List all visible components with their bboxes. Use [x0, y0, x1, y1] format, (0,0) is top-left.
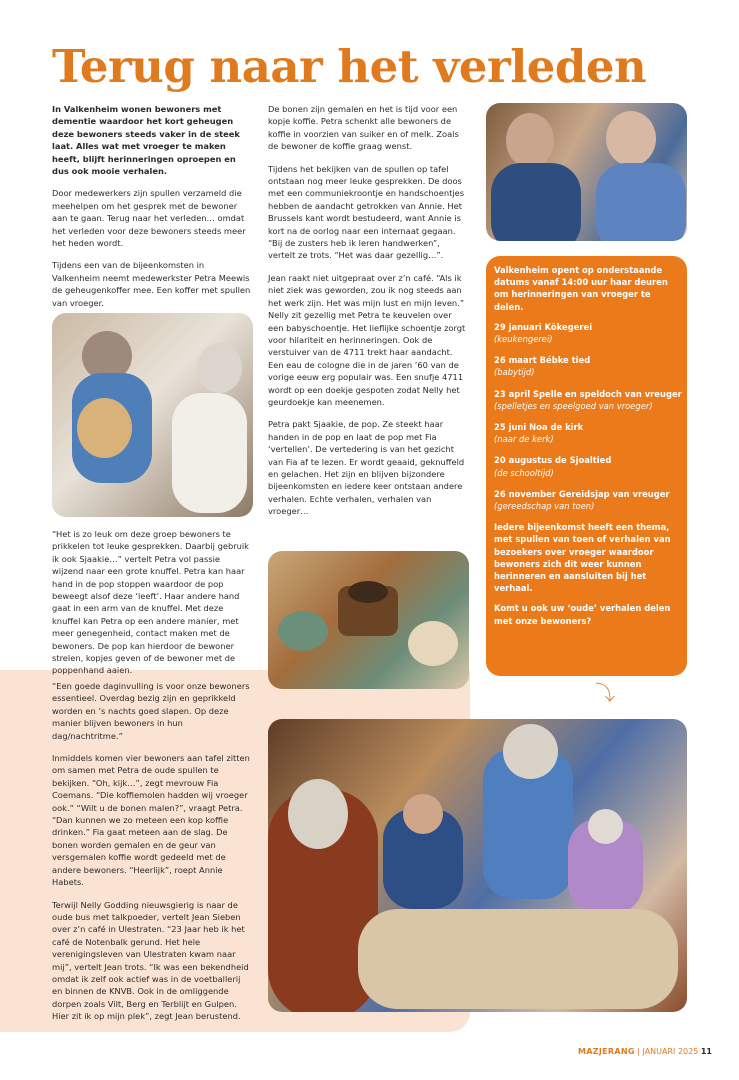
event-date: 29 januari Kökegerei	[494, 321, 593, 332]
paragraph: “Het is zo leuk om deze groep bewoners te prikkelen tot leuke gesprekken. Daarbij gebruik ik ook Sjaakie…” vertelt Petra vol passie wijzend naar een grote knuffel. Petra kan haar hand in de pop stoppen waardoor de pop beweegt alsof deze ‘leeft’. Haar andere hand gaat in een arm van de knuffel. Met deze knuffel kan Petra op een andere manier, met meer genegenheid, contact maken met de bewoners. De pop kan hierdoor de bewoner strelen, kopjes geven of de bewoner met de poppenhand aaien.	[52, 529, 249, 676]
event-item	[494, 388, 682, 412]
event-date: 23 april Spelle en speldoch van vreuger	[494, 388, 682, 399]
event-date: 26 november Gereidsjap van vreuger	[494, 488, 670, 499]
paragraph: Tijdens het bekijken van de spullen op tafel ontstaan nog meer leuke gesprekken. De doos met een communiekroontje en handschoentjes hebben de aandacht getrokken van Annie. Het Brussels kant wordt bestudeerd, want Annie is kort na de oorlog naar een internaat gegaan. “Bij de zusters heb ik leren handwerken”, vertelt ze trots. “Het was daar gezellig…”.	[268, 163, 465, 261]
events-closing: Iedere bijeenkomst heeft een thema, met spullen van toen of verhalen van bezoekers over vroeger waardoor bewoners zich dit weer kunnen herinneren en aansluiten bij het verhaal.	[494, 522, 671, 594]
page-number: 11	[700, 1047, 712, 1056]
paragraph: Tijdens een van de bijeenkomsten in Valkenheim neemt medewerkster Petra Meewis de geheugenkoffer mee. Een koffer met spullen van vroeger.	[52, 260, 251, 308]
paragraph: Jean raakt niet uitgepraat over z’n café. “Als ik niet ziek was geworden, zou ik nog steeds aan het werk zijn. Het was mijn lust en mijn leven.” Nelly zit gezellig met Petra te keuvelen over een babyschoentje. Het lieflijke schoentje zorgt voor hilariteit en herinneringen. Ook de verstuiver van de 4711 trekt haar aandacht. Een eau de cologne die in de jaren ’60 van de vorige eeuw erg populair was. Een snufje 4711 wordt op een doekje gespoten zodat Nelly het geurdoekje kan meenemen.	[268, 272, 466, 407]
arrow-down-icon: ⤵	[595, 681, 615, 705]
event-item	[494, 354, 682, 378]
column-1-middle	[52, 528, 252, 687]
issue-date: | JANUARI 2025	[637, 1047, 699, 1056]
photo-petra-with-puppet	[52, 313, 253, 517]
column-1-top	[52, 103, 252, 319]
paragraph: De bonen zijn gemalen en het is tijd voor een kopje koffie. Petra schenkt alle bewoners de koffie in voorzien van suiker en of melk. Zoals de bewoner de koffie graag wenst.	[268, 104, 459, 152]
event-date: 25 juni Noa de kirk	[494, 422, 584, 433]
photo-coffee-grinder	[268, 551, 469, 689]
event-item	[494, 321, 682, 345]
photo-group-at-table	[268, 719, 687, 1012]
paragraph: Petra pakt Sjaakie, de pop. Ze steekt haar handen in de pop en laat de pop met Fia ‘vertellen’. De vertedering is van het gezicht van Fia af te lezen. Er wordt geaaid, geknuffeld en gelachen. Het zijn en blijven bijzondere bijeenkomsten en iedere keer ontstaan andere verhalen. Echte verhalen, verhalen van vroeger…	[268, 419, 465, 517]
column-1-bottom	[52, 680, 252, 1033]
column-2-top	[268, 103, 468, 528]
magazine-name: MAZJERANG	[577, 1047, 635, 1056]
event-subtitle: (gereedschap van toen)	[494, 501, 595, 512]
photo-man-and-caregiver	[486, 103, 687, 241]
event-date: 26 maart Bébke tied	[494, 355, 591, 366]
article-title: Terug naar het verleden	[52, 40, 647, 93]
events-intro: Valkenheim opent op onderstaande datums vanaf 14:00 uur haar deuren om herinneringen van vroeger te delen.	[494, 265, 668, 312]
paragraph: Inmiddels komen vier bewoners aan tafel zitten om samen met Petra de oude spullen te bekijken. “Oh, kijk…”, zegt mevrouw Fia Coemans. “Die koffiemolen hadden wij vroeger ook.” “Wilt u de bonen malen?”, vraagt Petra. “Dan kunnen we zo meteen een kop koffie drinken.” Fia gaat meteen aan de slag. De bonen worden gemalen en de geur van versgemalen koffie wordt gedeeld met de andere bewoners. “Heerlijk”, roept Annie Habets.	[52, 753, 250, 888]
paragraph: Door medewerkers zijn spullen verzameld die meehelpen om het gesprek met de bewoner aan te gaan. Terug naar het verleden… omdat het verleden voor deze bewoners steeds meer het heden wordt.	[52, 188, 246, 249]
event-subtitle: (spelletjes en speelgoed van vroeger)	[494, 400, 653, 411]
event-item	[494, 488, 682, 512]
paragraph: Terwijl Nelly Godding nieuwsgierig is naar de oude bus met talkpoeder, vertelt Jean Sieben over z’n café in Ulestraten. “23 Jaar heb ik het café de Notenbalk gerund. Het hele verenigingsleven van Ulestraten kwam naar mij”, vertelt Jean trots. “Ik was een bekendheid omdat ik zelf ook actief was in de voetballerij en binnen de KNVB. Ook in de omliggende dorpen zoals Vilt, Berg en Terblijt en Gulpen. Hier zit ik op mijn plek”, zegt Jean berustend.	[52, 899, 249, 1022]
event-subtitle: (keukengerei)	[494, 334, 553, 345]
event-subtitle: (babytijd)	[494, 367, 535, 378]
event-subtitle: (naar de kerk)	[494, 434, 554, 445]
event-date: 20 augustus de Sjoaltied	[494, 455, 612, 466]
quote-paragraph: “Een goede daginvulling is voor onze bewoners essentieel. Overdag bezig zijn en geprikkeld worden en ’s nachts goed slapen. Op deze manier blijven bewoners in hun dag/nachtritme.”	[52, 681, 250, 741]
event-subtitle: (de schooltijd)	[494, 467, 554, 478]
events-box	[486, 256, 687, 676]
page-footer	[578, 1047, 712, 1056]
events-invitation: Komt u ook uw ‘oude’ verhalen delen met onze bewoners?	[494, 603, 671, 626]
lead-paragraph: In Valkenheim wonen bewoners met dementie waardoor het kort geheugen deze bewoners steeds vaker in de steek laat. Alles wat met vroeger te maken heeft, blijft herinneringen oproepen en dus ook mooie verhalen.	[52, 104, 240, 177]
event-item	[494, 421, 682, 445]
event-item	[494, 454, 682, 478]
